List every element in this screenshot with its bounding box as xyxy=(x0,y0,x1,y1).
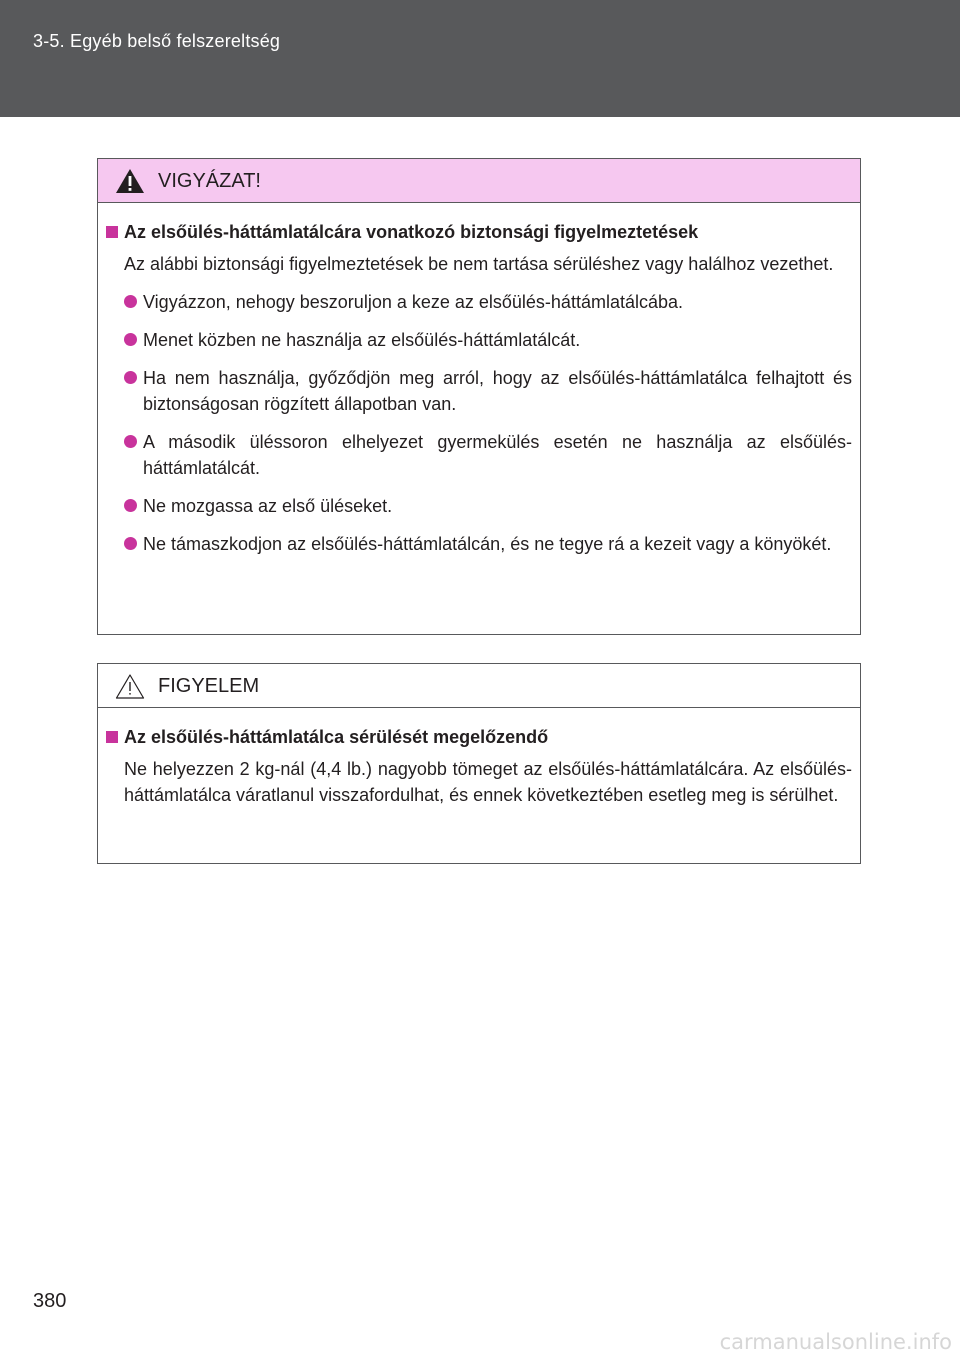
notice-header xyxy=(98,664,860,708)
page-number: 380 xyxy=(33,1290,67,1312)
square-bullet-icon xyxy=(106,731,118,743)
round-bullet-icon xyxy=(124,333,137,346)
list-item-text: Vigyázzon, nehogy beszoruljon a keze az elsőülés-háttámlatálcába. xyxy=(143,292,683,312)
square-bullet-icon xyxy=(106,226,118,238)
list-item xyxy=(124,327,852,353)
notice-section-title-text: Az elsőülés-háttámlatálca sérülését megelőzendő xyxy=(124,727,549,747)
list-item-text: A második üléssoron elhelyezet gyermekülés esetén ne használja az elsőülés-háttámlatálcát. xyxy=(143,432,852,478)
caution-bullet-list xyxy=(106,289,852,557)
list-item-text: Ne mozgassa az első üléseket. xyxy=(143,496,393,516)
list-item xyxy=(124,289,852,315)
notice-box xyxy=(97,663,861,864)
round-bullet-icon xyxy=(124,537,137,550)
caution-section-title xyxy=(106,219,852,245)
round-bullet-icon xyxy=(124,499,137,512)
round-bullet-icon xyxy=(124,295,137,308)
list-item xyxy=(124,493,852,519)
caution-label: VIGYÁZAT! xyxy=(158,170,261,192)
warning-triangle-filled-icon xyxy=(115,168,145,194)
notice-body xyxy=(98,708,860,808)
caution-section-title-text: Az elsőülés-háttámlatálcára vonatkozó biztonsági figyelmeztetések xyxy=(124,222,699,242)
notice-text: Ne helyezzen 2 kg-nál (4,4 lb.) nagyobb tömeget az elsőülés-háttámlatálcára. Az elsőülés-háttámlatálca váratlanul visszafordulhat, és ennek következtében esetleg meg is sérülhet. xyxy=(124,759,852,805)
notice-section-title xyxy=(106,724,852,750)
caution-box xyxy=(97,158,861,635)
round-bullet-icon xyxy=(124,435,137,448)
list-item xyxy=(124,365,852,417)
list-item-text: Menet közben ne használja az elsőülés-háttámlatálcát. xyxy=(143,330,581,350)
warning-triangle-outline-icon xyxy=(115,673,145,699)
watermark: carmanualsonline.info xyxy=(719,1330,952,1354)
caution-header xyxy=(98,159,860,203)
list-item-text: Ne támaszkodjon az elsőülés-háttámlatálcán, és ne tegye rá a kezeit vagy a könyökét. xyxy=(143,534,832,554)
list-item xyxy=(124,429,852,481)
caution-intro: Az alábbi biztonsági figyelmeztetések be nem tartása sérüléshez vagy halálhoz vezethet. xyxy=(124,254,834,274)
section-heading: 3-5. Egyéb belső felszereltség xyxy=(33,31,281,51)
notice-label: FIGYELEM xyxy=(158,675,260,697)
header-band xyxy=(0,0,960,117)
round-bullet-icon xyxy=(124,371,137,384)
caution-body xyxy=(98,203,860,557)
list-item-text: Ha nem használja, győződjön meg arról, hogy az elsőülés-háttámlatálca felhajtott és biztonságosan rögzített állapotban van. xyxy=(143,368,852,414)
list-item xyxy=(124,531,852,557)
